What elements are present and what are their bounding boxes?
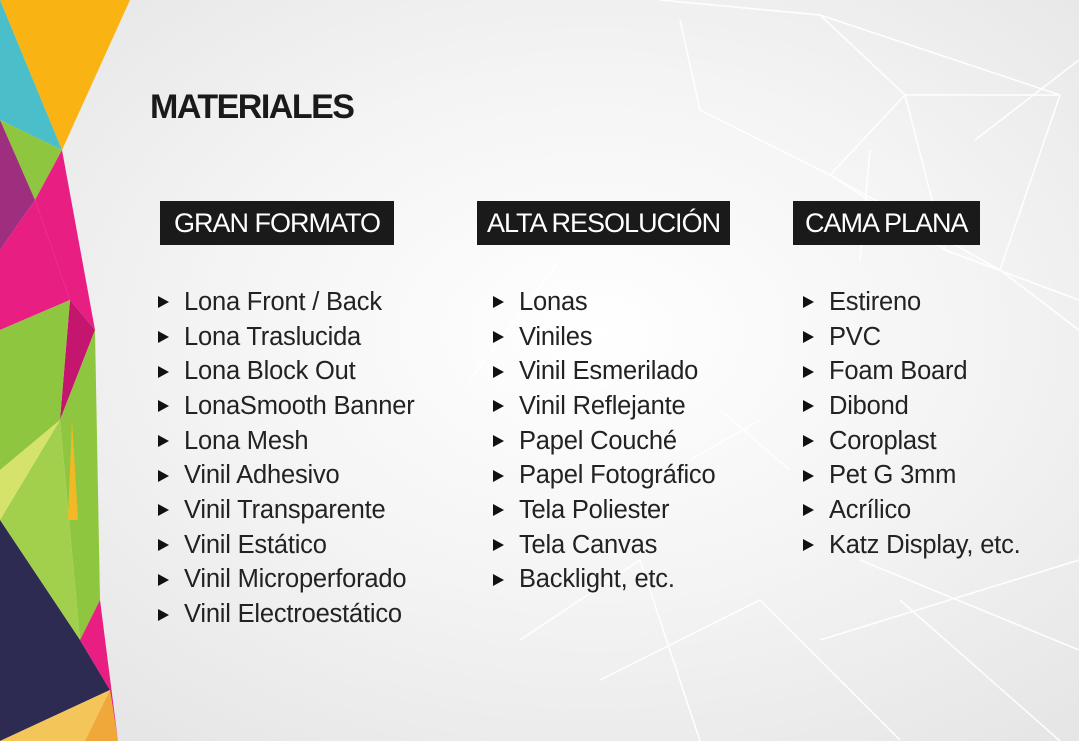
list-item: Papel Fotográfico: [495, 458, 715, 493]
list-item: Lona Traslucida: [160, 320, 415, 355]
triangle-right-icon: [493, 435, 504, 447]
column-gran-formato: [160, 201, 415, 629]
triangle-right-icon: [493, 400, 504, 412]
column-alta-resolucion: [477, 201, 730, 594]
triangle-right-icon: [803, 504, 814, 516]
triangle-right-icon: [158, 504, 169, 516]
list-item: Lona Front / Back: [160, 285, 415, 320]
materials-list: [495, 285, 715, 597]
list-item: Estireno: [805, 285, 1021, 320]
list-item: Coroplast: [805, 424, 1021, 459]
triangle-right-icon: [158, 470, 169, 482]
list-item: Vinil Microperforado: [160, 563, 415, 598]
list-item: Dibond: [805, 389, 1021, 424]
triangle-right-icon: [493, 470, 504, 482]
list-item: Backlight, etc.: [495, 563, 715, 598]
column-header: ALTA RESOLUCIÓN: [477, 201, 730, 245]
list-item: LonaSmooth Banner: [160, 389, 415, 424]
triangle-right-icon: [158, 400, 169, 412]
triangle-right-icon: [158, 609, 169, 621]
colorful-triangles-decoration: [0, 0, 140, 741]
triangle-right-icon: [493, 504, 504, 516]
list-item: Pet G 3mm: [805, 458, 1021, 493]
list-item: Vinil Adhesivo: [160, 458, 415, 493]
list-item: Papel Couché: [495, 424, 715, 459]
list-item: Vinil Esmerilado: [495, 354, 715, 389]
triangle-right-icon: [493, 366, 504, 378]
triangle-right-icon: [158, 435, 169, 447]
list-item: Lonas: [495, 285, 715, 320]
list-item: Vinil Transparente: [160, 493, 415, 528]
triangle-right-icon: [158, 296, 169, 308]
list-item: Foam Board: [805, 354, 1021, 389]
list-item: Tela Poliester: [495, 493, 715, 528]
triangle-right-icon: [493, 331, 504, 343]
column-header: CAMA PLANA: [793, 201, 980, 245]
list-item: Viniles: [495, 320, 715, 355]
triangle-right-icon: [803, 435, 814, 447]
list-item: Katz Display, etc.: [805, 528, 1021, 563]
list-item: Acrílico: [805, 493, 1021, 528]
triangle-right-icon: [803, 400, 814, 412]
triangle-right-icon: [803, 331, 814, 343]
triangle-right-icon: [158, 574, 169, 586]
column-cama-plana: [793, 201, 1021, 559]
materials-list: [160, 285, 415, 632]
page-title: MATERIALES: [150, 88, 354, 126]
triangle-right-icon: [493, 574, 504, 586]
triangle-right-icon: [803, 470, 814, 482]
triangle-right-icon: [158, 366, 169, 378]
materials-list: [805, 285, 1021, 563]
list-item: Vinil Electroestático: [160, 597, 415, 632]
list-item: Lona Mesh: [160, 424, 415, 459]
triangle-right-icon: [803, 366, 814, 378]
triangle-right-icon: [803, 539, 814, 551]
list-item: Tela Canvas: [495, 528, 715, 563]
triangle-right-icon: [158, 539, 169, 551]
column-header: GRAN FORMATO: [160, 201, 394, 245]
list-item: Vinil Reflejante: [495, 389, 715, 424]
list-item: Vinil Estático: [160, 528, 415, 563]
triangle-right-icon: [803, 296, 814, 308]
list-item: PVC: [805, 320, 1021, 355]
list-item: Lona Block Out: [160, 354, 415, 389]
triangle-right-icon: [493, 296, 504, 308]
triangle-right-icon: [158, 331, 169, 343]
triangle-right-icon: [493, 539, 504, 551]
